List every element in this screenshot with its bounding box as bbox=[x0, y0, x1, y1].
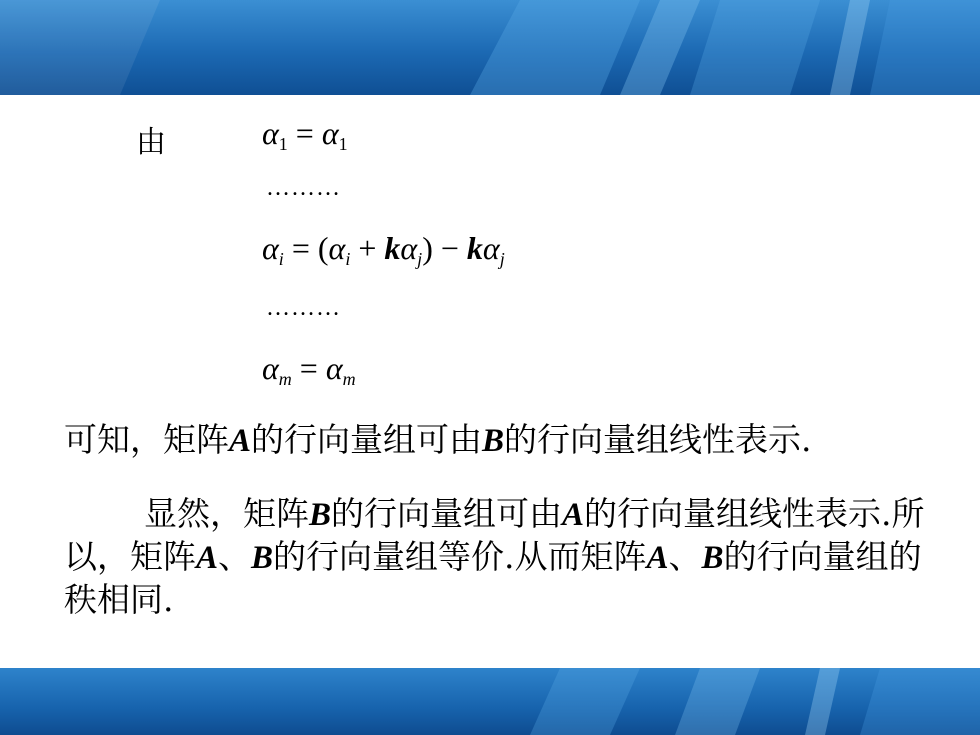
bottom-band-stripes bbox=[0, 668, 980, 735]
para2-matrix-b: B bbox=[309, 497, 332, 533]
eq1-rhs: α bbox=[321, 115, 339, 151]
eq3-rhs: α bbox=[325, 350, 343, 386]
equation-alpha-i bbox=[262, 230, 505, 270]
bottom-decorative-band bbox=[0, 668, 980, 735]
eq2-a: α bbox=[328, 230, 346, 266]
para2-matrix-b-2: B bbox=[251, 540, 274, 576]
paragraph-2 bbox=[64, 493, 944, 621]
para2-matrix-a-3: A bbox=[646, 540, 669, 576]
eq2-lhs-sub: i bbox=[278, 249, 284, 269]
equation-alpha-m bbox=[262, 350, 356, 390]
top-decorative-band bbox=[0, 0, 980, 95]
para2-matrix-a-2: A bbox=[196, 540, 219, 576]
para1-matrix-b: B bbox=[482, 423, 505, 459]
top-band-stripes bbox=[0, 0, 980, 95]
eq3-op: = bbox=[291, 350, 326, 386]
para1-text-1: 可知，矩阵 bbox=[64, 420, 229, 459]
eq2-plus: + bbox=[350, 230, 385, 266]
eq2-close: ) − bbox=[422, 230, 467, 266]
para2-text-2: 的行向量组可由 bbox=[331, 494, 563, 533]
para2-text-7: 的行向量组的秩相同. bbox=[64, 537, 922, 619]
eq2-op: = ( bbox=[283, 230, 329, 266]
eq1-op: = bbox=[287, 115, 322, 151]
equation-alpha-1 bbox=[262, 115, 348, 155]
eq2-lhs: α bbox=[262, 230, 279, 266]
eq2-b-sub: j bbox=[417, 249, 423, 269]
eq2-b: α bbox=[400, 230, 418, 266]
eq2-a-sub: i bbox=[345, 249, 351, 269]
para2-text-4: 、 bbox=[218, 537, 252, 576]
para2-text-3: 的行向量组线性表示.所以，矩阵 bbox=[64, 494, 925, 576]
eq1-lhs-sub: 1 bbox=[278, 134, 288, 154]
eq2-c: α bbox=[482, 230, 500, 266]
paragraph-1 bbox=[64, 419, 944, 462]
eq3-lhs-sub: m bbox=[278, 369, 292, 389]
eq1-rhs-sub: 1 bbox=[338, 134, 348, 154]
para1-matrix-a: A bbox=[229, 423, 252, 459]
eq1-lhs: α bbox=[262, 115, 279, 151]
para1-text-2: 的行向量组可由 bbox=[251, 420, 483, 459]
eq3-rhs-sub: m bbox=[342, 369, 356, 389]
eq2-k1: k bbox=[384, 230, 401, 266]
eq2-c-sub: j bbox=[499, 249, 505, 269]
eq3-lhs: α bbox=[262, 350, 279, 386]
para2-matrix-a: A bbox=[562, 497, 585, 533]
lead-word: 由 bbox=[136, 125, 166, 160]
ellipsis-1: ……… bbox=[266, 175, 341, 201]
para2-matrix-b-3: B bbox=[701, 540, 724, 576]
slide-content bbox=[0, 95, 980, 668]
para2-text-1: 显然，矩阵 bbox=[144, 494, 309, 533]
eq2-k2: k bbox=[466, 230, 483, 266]
para2-text-6: 、 bbox=[668, 537, 702, 576]
para1-text-3: 的行向量组线性表示. bbox=[504, 420, 812, 459]
ellipsis-2: ……… bbox=[266, 295, 341, 321]
para2-text-5: 的行向量组等价.从而矩阵 bbox=[273, 537, 647, 576]
